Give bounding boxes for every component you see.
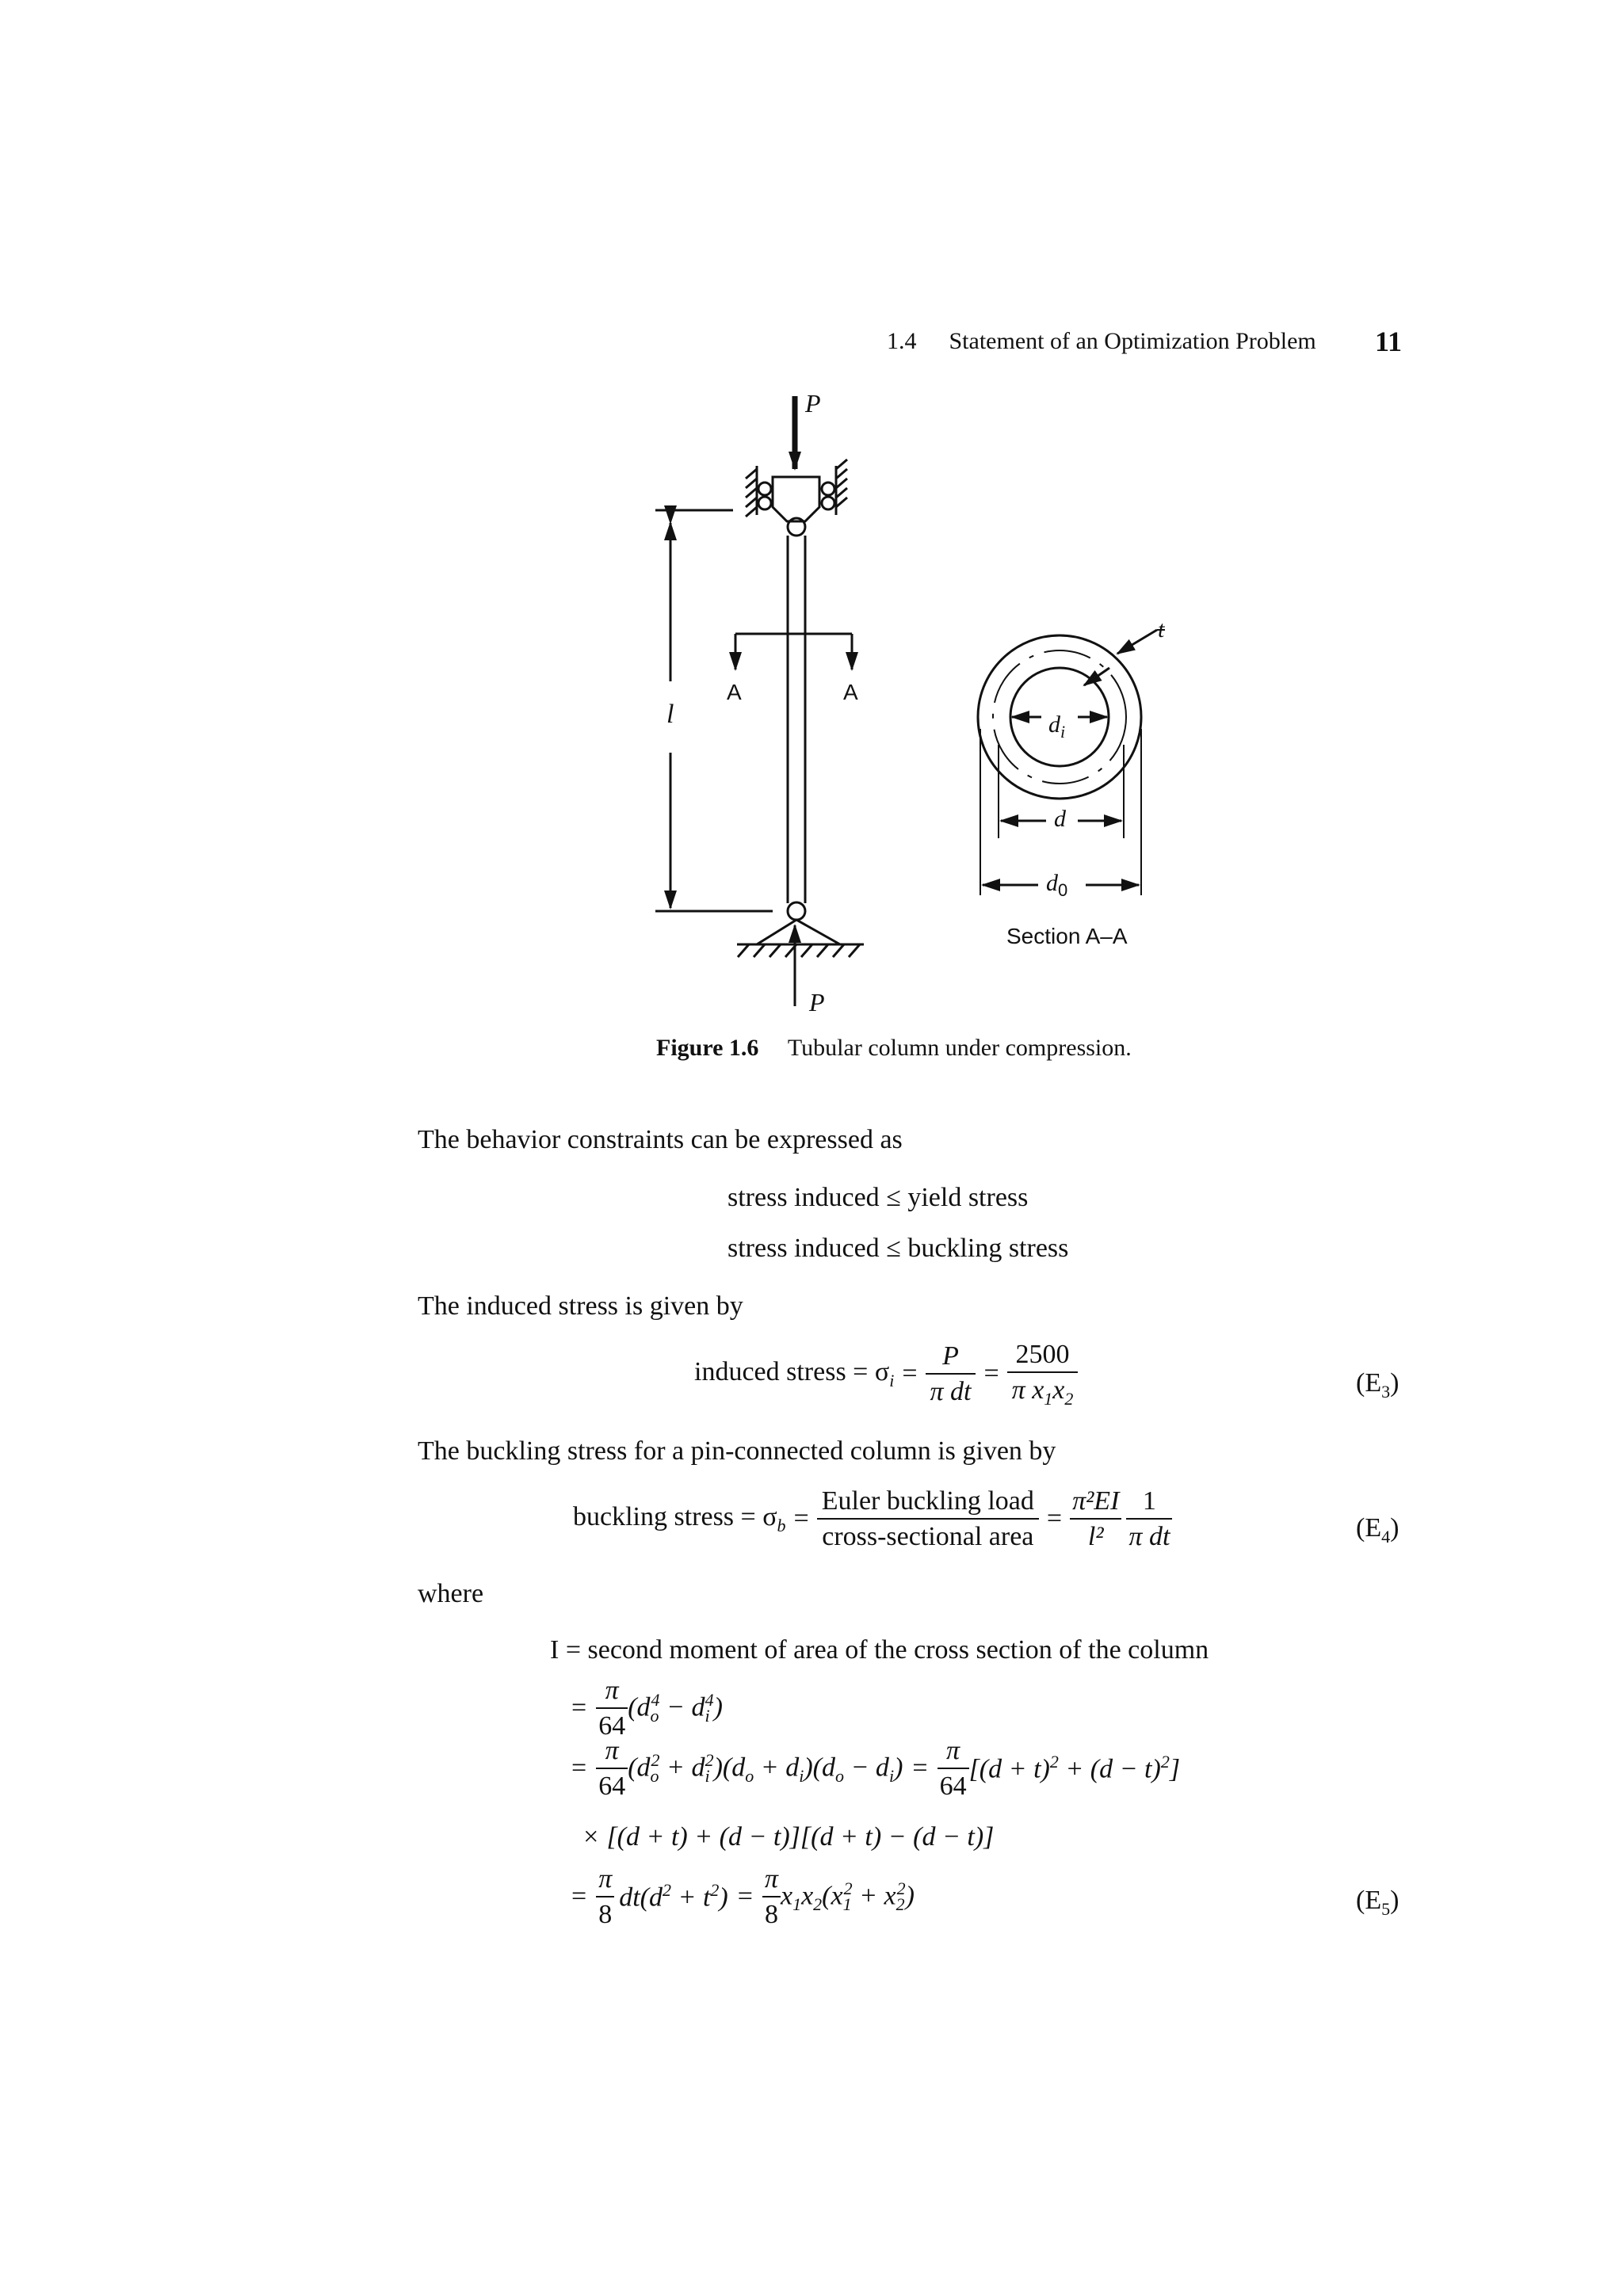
paragraph-behavior-constraints: The behavior constraints can be expressed as — [418, 1125, 903, 1154]
equation-e3: induced stress = $\sigma_i$ = $\frac{P}{\text{π dt}}$ = $\frac{2500}{\pi x_1x_2}$ — [694, 1339, 1078, 1409]
page-number: 11 — [1375, 326, 1403, 357]
constraint-yield: stress induced ≤ yield stress — [727, 1183, 1029, 1212]
constraint-buckling: stress induced ≤ buckling stress — [727, 1234, 1069, 1263]
e3-fraction-1: $\frac{P}{\text{π dt}}$ — [926, 1341, 976, 1407]
where-text: where — [418, 1579, 484, 1608]
length-label: l — [666, 700, 674, 729]
e4-fraction-3: $\frac{1}{\text{π dt}}$ — [1126, 1486, 1172, 1552]
top-roller-support — [746, 460, 847, 536]
section-label-left: A — [727, 680, 742, 704]
e4-fraction-1: $\frac{\text{Euler buckling load}}{\text{cross-sectional area}}$ — [817, 1486, 1039, 1552]
header-section-number: 1.4 — [887, 328, 917, 354]
inner-diameter-label: $d_i$ — [1048, 711, 1066, 742]
section-cut-line — [735, 634, 852, 669]
e4-lhs: buckling stress = $\sigma_b$ — [573, 1501, 786, 1535]
e5-line-5: = $\frac{\pi}{8}$ $dt(d^2 + t^2)$ = $\frac{\pi}{8}$ $x_1x_2(x_1^2 + x_2^2)$ — [571, 1864, 915, 1930]
section-label-right: A — [843, 680, 858, 704]
e5-line-4: × [(d + t) + (d − t)][(d + t) − (d − t)] — [582, 1822, 995, 1852]
column-figure — [0, 0, 1623, 1062]
e5-line-2: = $\frac{\pi}{64}$ $(d_o^4 - d_i^4)$ — [571, 1676, 723, 1741]
equation-label-e3: $(E_3)$ — [1356, 1368, 1400, 1402]
e5-line-3: = $\frac{\pi}{64}$ $(d_o^2 + d_i^2)(d_o + d_i)(d_o - d_i)$ = $\frac{\pi}{64}$ $[(d + t)^2 + (d - t)^2]$ — [571, 1736, 1181, 1802]
equation-label-e5: $(E_5)$ — [1356, 1886, 1400, 1919]
equation-label-e4: $(E_4)$ — [1356, 1513, 1400, 1547]
mean-diameter-label: d — [1054, 806, 1066, 832]
thickness-label: t — [1158, 616, 1165, 643]
top-load-label: P — [805, 389, 821, 418]
e3-lhs: induced stress = $\sigma_i$ — [694, 1356, 895, 1390]
e3-fraction-2: $\frac{2500}{\pi x_1x_2}$ — [1007, 1339, 1079, 1409]
e5-line-1: I = second moment of area of the cross section of the column — [550, 1635, 1209, 1665]
figure-caption-text: Tubular column under compression. — [787, 1035, 1132, 1061]
header-title: Statement of an Optimization Problem — [949, 328, 1316, 354]
equation-e4: buckling stress = $\sigma_b$ = $\frac{\text{Euler buckling load}}{\text{cross-sectional area}}$ = $\frac{\text{π²EI}}{\text{l²}}$ $\frac{1}{\text{π dt}}$ — [573, 1486, 1172, 1552]
cross-section — [978, 630, 1165, 895]
paragraph-induced-stress: The induced stress is given by — [418, 1291, 743, 1321]
bottom-load-label: P — [809, 988, 825, 1016]
column-tube — [788, 536, 805, 903]
e4-fraction-2: $\frac{\text{π²EI}}{\text{l²}}$ — [1070, 1486, 1121, 1552]
figure-caption — [656, 1035, 1132, 1062]
figure-caption-label: Figure 1.6 — [656, 1035, 759, 1061]
paragraph-buckling-stress: The buckling stress for a pin-connected column is given by — [418, 1436, 1056, 1466]
section-caption: Section A–A — [1006, 924, 1128, 948]
outer-diameter-label: $d_0$ — [1046, 870, 1068, 900]
